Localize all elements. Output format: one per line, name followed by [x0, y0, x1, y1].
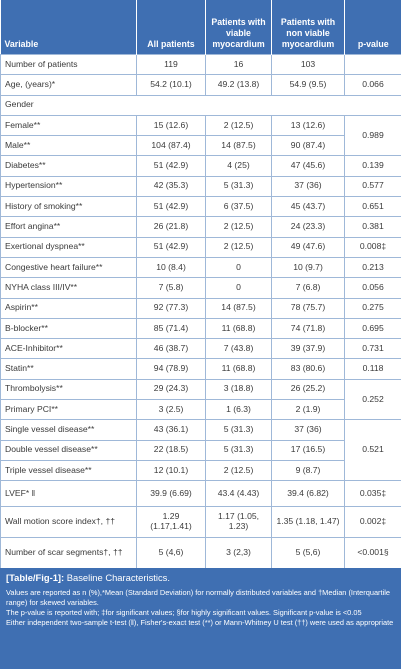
cell-nonviable: 24 (23.3): [272, 217, 345, 237]
cell-all: 3 (2.5): [137, 400, 206, 420]
header-nonviable: Patients with non viable myocardium: [272, 0, 345, 55]
cell-pvalue: 0.381: [345, 217, 401, 237]
cell-viable: 6 (37.5): [206, 197, 272, 217]
cell-viable: 2 (12.5): [206, 217, 272, 237]
cell-pvalue: 0.252: [345, 379, 401, 420]
cell-nonviable: 83 (80.6): [272, 359, 345, 379]
cell-viable: 0: [206, 257, 272, 277]
cell-viable: 2 (12.5): [206, 237, 272, 257]
cell-viable: 16: [206, 55, 272, 75]
table-row: [1, 237, 401, 257]
cell-nonviable: 103: [272, 55, 345, 75]
cell-viable: 11 (68.8): [206, 359, 272, 379]
cell-all: 12 (10.1): [137, 460, 206, 480]
table-row: [1, 379, 401, 399]
cell-nonviable: 37 (36): [272, 176, 345, 196]
row-label: Double vessel disease**: [1, 440, 137, 460]
row-label: Triple vessel disease**: [1, 460, 137, 480]
cell-pvalue: 0.213: [345, 257, 401, 277]
cell-pvalue: 0.139: [345, 156, 401, 176]
caption-figure-label: [Table/Fig-1]:: [6, 572, 65, 583]
row-label: Primary PCI**: [1, 400, 137, 420]
cell-nonviable: 54.9 (9.5): [272, 75, 345, 95]
table-row: [1, 440, 401, 460]
row-label: History of smoking**: [1, 197, 137, 217]
cell-all: 42 (35.3): [137, 176, 206, 196]
table-row: [1, 55, 401, 75]
table-header-row: [1, 0, 401, 55]
cell-viable: 49.2 (13.8): [206, 75, 272, 95]
cell-all: 51 (42.9): [137, 197, 206, 217]
cell-viable: 1 (6.3): [206, 400, 272, 420]
cell-nonviable: 90 (87.4): [272, 136, 345, 156]
cell-pvalue: <0.001§: [345, 538, 401, 569]
cell-viable: 2 (12.5): [206, 460, 272, 480]
row-label: Effort angina**: [1, 217, 137, 237]
row-label: Female**: [1, 115, 137, 135]
cell-viable: 1.17 (1.05, 1.23): [206, 507, 272, 538]
caption-note: Values are reported as n (%),*Mean (Standard Deviation) for normally distributed variables and †Median (Interquartile range) for skewed variables.: [6, 587, 390, 607]
table-row: [1, 420, 401, 440]
cell-nonviable: 78 (75.7): [272, 298, 345, 318]
table-row: [1, 538, 401, 569]
cell-pvalue: [345, 55, 401, 75]
cell-viable: 5 (31.3): [206, 440, 272, 460]
table-row: [1, 75, 401, 95]
cell-pvalue: 0.275: [345, 298, 401, 318]
header-variable: Variable: [1, 0, 137, 55]
cell-all: 10 (8.4): [137, 257, 206, 277]
row-label: Aspirin**: [1, 298, 137, 318]
cell-nonviable: 13 (12.6): [272, 115, 345, 135]
cell-nonviable: 1.35 (1.18, 1.47): [272, 507, 345, 538]
table-row: [1, 217, 401, 237]
cell-nonviable: 10 (9.7): [272, 257, 345, 277]
table-row: [1, 339, 401, 359]
cell-all: 26 (21.8): [137, 217, 206, 237]
row-label: Male**: [1, 136, 137, 156]
cell-pvalue: 0.008‡: [345, 237, 401, 257]
cell-all: 15 (12.6): [137, 115, 206, 135]
cell-all: 1.29 (1.17,1.41): [137, 507, 206, 538]
cell-viable: 43.4 (4.43): [206, 481, 272, 507]
table-row: [1, 156, 401, 176]
cell-nonviable: 37 (36): [272, 420, 345, 440]
caption-note: Either independent two-sample t-test (‖), Fisher's-exact test (**) or Mann-Whitney U test (††) were used as appropriate: [6, 617, 394, 627]
row-label: Exertional dyspnea**: [1, 237, 137, 257]
cell-all: 51 (42.9): [137, 237, 206, 257]
table-row: [1, 278, 401, 298]
row-label: B-blocker**: [1, 318, 137, 338]
cell-all: 119: [137, 55, 206, 75]
row-label: Congestive heart failure**: [1, 257, 137, 277]
cell-all: 51 (42.9): [137, 156, 206, 176]
cell-pvalue: 0.056: [345, 278, 401, 298]
cell-viable: 11 (68.8): [206, 318, 272, 338]
row-label: Hypertension**: [1, 176, 137, 196]
cell-all: 22 (18.5): [137, 440, 206, 460]
caption-note: The p-value is reported with; ‡for significant values; §for highly significant values. Significant p-value is <0.05: [6, 607, 362, 617]
row-label: Number of patients: [1, 55, 137, 75]
cell-viable: 3 (18.8): [206, 379, 272, 399]
cell-pvalue: 0.002‡: [345, 507, 401, 538]
caption-title: [6, 572, 395, 585]
header-pvalue: p-value: [345, 0, 401, 55]
table-row: [1, 400, 401, 420]
row-label: Statin**: [1, 359, 137, 379]
cell-pvalue: 0.989: [345, 115, 401, 156]
cell-all: 104 (87.4): [137, 136, 206, 156]
cell-all: 46 (38.7): [137, 339, 206, 359]
cell-all: 7 (5.8): [137, 278, 206, 298]
row-label: Wall motion score index†, ††: [1, 507, 137, 538]
cell-pvalue: 0.521: [345, 420, 401, 481]
cell-all: 54.2 (10.1): [137, 75, 206, 95]
cell-all: 92 (77.3): [137, 298, 206, 318]
table-row: [1, 460, 401, 480]
cell-nonviable: 74 (71.8): [272, 318, 345, 338]
cell-nonviable: 26 (25.2): [272, 379, 345, 399]
row-label: Single vessel disease**: [1, 420, 137, 440]
cell-nonviable: 9 (8.7): [272, 460, 345, 480]
cell-nonviable: 39.4 (6.82): [272, 481, 345, 507]
table-row: [1, 318, 401, 338]
cell-viable: 3 (2,3): [206, 538, 272, 569]
cell-nonviable: 45 (43.7): [272, 197, 345, 217]
cell-nonviable: 17 (16.5): [272, 440, 345, 460]
cell-viable: 14 (87.5): [206, 136, 272, 156]
header-all-patients: All patients: [137, 0, 206, 55]
cell-all: 43 (36.1): [137, 420, 206, 440]
cell-nonviable: 47 (45.6): [272, 156, 345, 176]
cell-viable: 0: [206, 278, 272, 298]
cell-nonviable: 49 (47.6): [272, 237, 345, 257]
table-row: [1, 136, 401, 156]
cell-viable: 5 (31.3): [206, 420, 272, 440]
cell-viable: 4 (25): [206, 156, 272, 176]
header-viable: Patients with viable myocardium: [206, 0, 272, 55]
cell-nonviable: 2 (1.9): [272, 400, 345, 420]
cell-viable: 5 (31.3): [206, 176, 272, 196]
row-label: ACE-Inhibitor**: [1, 339, 137, 359]
cell-pvalue: 0.066: [345, 75, 401, 95]
table-row-group-header: [1, 95, 401, 115]
caption-title-text: Baseline Characteristics.: [64, 572, 170, 583]
row-label: Age, (years)*: [1, 75, 137, 95]
cell-pvalue: 0.651: [345, 197, 401, 217]
cell-pvalue: 0.695: [345, 318, 401, 338]
figure-caption: [0, 568, 401, 669]
row-label: Thrombolysis**: [1, 379, 137, 399]
cell-pvalue: 0.035‡: [345, 481, 401, 507]
row-label: LVEF* ‖: [1, 481, 137, 507]
row-label: NYHA class III/IV**: [1, 278, 137, 298]
cell-all: 39.9 (6.69): [137, 481, 206, 507]
table-row: [1, 176, 401, 196]
cell-all: 85 (71.4): [137, 318, 206, 338]
cell-viable: 7 (43.8): [206, 339, 272, 359]
table-row: [1, 507, 401, 538]
row-label: Diabetes**: [1, 156, 137, 176]
table-row: [1, 257, 401, 277]
cell-all: 5 (4,6): [137, 538, 206, 569]
cell-nonviable: 39 (37.9): [272, 339, 345, 359]
cell-viable: 2 (12.5): [206, 115, 272, 135]
table-row: [1, 197, 401, 217]
table-row: [1, 298, 401, 318]
cell-pvalue: 0.118: [345, 359, 401, 379]
cell-all: 94 (78.9): [137, 359, 206, 379]
cell-nonviable: 7 (6.8): [272, 278, 345, 298]
cell-viable: 14 (87.5): [206, 298, 272, 318]
table-row: [1, 359, 401, 379]
row-label: Number of scar segments†, ††: [1, 538, 137, 569]
table-row: [1, 115, 401, 135]
row-label: Gender: [1, 95, 401, 115]
cell-pvalue: 0.731: [345, 339, 401, 359]
cell-all: 29 (24.3): [137, 379, 206, 399]
cell-nonviable: 5 (5,6): [272, 538, 345, 569]
table-row: [1, 481, 401, 507]
cell-pvalue: 0.577: [345, 176, 401, 196]
